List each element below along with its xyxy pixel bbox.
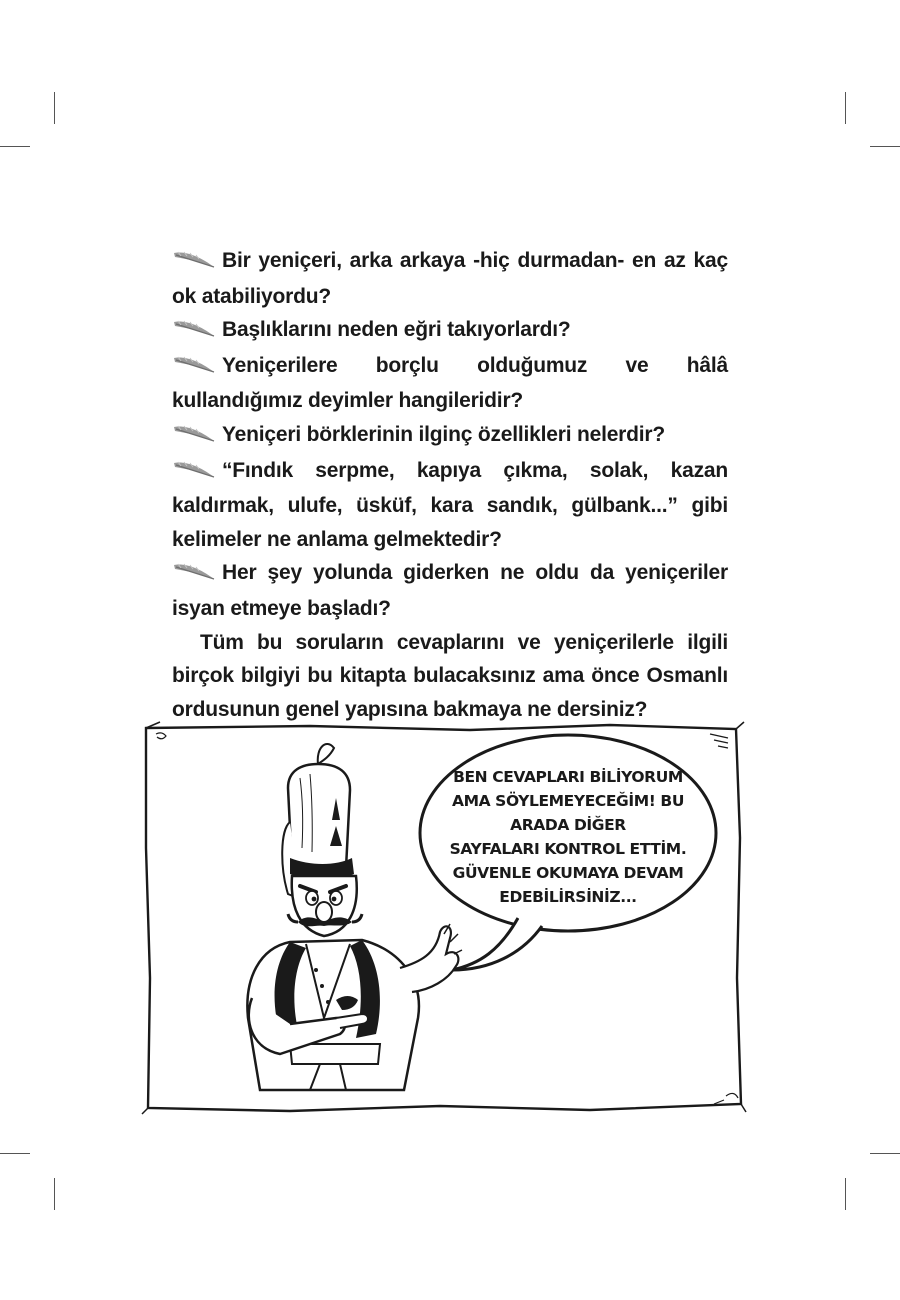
quill-icon — [172, 246, 216, 280]
speech-line: AMA SÖYLEMEYECEĞİM! BU — [451, 792, 685, 810]
question-item — [172, 244, 728, 313]
speech-line: ARADA DİĞER — [510, 816, 626, 834]
quill-icon — [172, 315, 216, 349]
question-text: “Fındık serpme, kapıya çıkma, solak, kazan kaldırmak, ulufe, üsküf, kara sandık, gülbank...” gibi kelimeler ne anlama gelmektedir? — [172, 458, 728, 551]
crop-mark — [845, 92, 846, 124]
quill-icon — [172, 456, 216, 490]
crop-mark — [845, 1178, 846, 1210]
question-text: Yeniçeri börklerinin ilginç özellikleri nelerdir? — [222, 422, 666, 446]
crop-mark — [0, 146, 30, 147]
speech-bubble-text — [440, 765, 696, 909]
speech-line: BEN CEVAPLARI BİLİYORUM — [453, 768, 683, 786]
question-item — [172, 556, 728, 625]
speech-line: GÜVENLE OKUMAYA DEVAM — [452, 864, 684, 882]
intro-paragraph: Tüm bu soruların cevaplarını ve yeniçerilerle ilgili birçok bilgiyi bu kitapta bulacaksınız ama önce Osmanlı ordusunun genel yapısına bakmaya ne dersiniz? — [172, 630, 728, 721]
cartoon-illustration — [140, 718, 748, 1118]
question-text: Bir yeniçeri, arka arkaya -hiç durmadan- en az kaç ok atabiliyordu? — [172, 249, 728, 308]
quill-icon — [172, 420, 216, 454]
speech-line: SAYFALARI KONTROL ETTİM. — [449, 840, 687, 858]
crop-mark — [870, 1153, 900, 1154]
question-item — [172, 454, 728, 557]
crop-mark — [54, 1178, 55, 1210]
quill-icon — [172, 351, 216, 385]
text-block — [172, 244, 728, 726]
question-text: Yeniçerilere borçlu olduğumuz ve hâlâ kullandığımız deyimler hangileridir? — [172, 353, 728, 413]
question-item — [172, 313, 728, 349]
quill-icon — [172, 558, 216, 592]
question-text: Başlıklarını neden eğri takıyorlardı? — [222, 318, 571, 342]
question-item — [172, 418, 728, 454]
crop-mark — [870, 146, 900, 147]
question-text: Her şey yolunda giderken ne oldu da yeniçeriler isyan etmeye başladı? — [172, 561, 728, 620]
crop-mark — [54, 92, 55, 124]
question-item — [172, 349, 728, 418]
crop-mark — [0, 1153, 30, 1154]
speech-line: EDEBİLİRSİNİZ... — [499, 888, 637, 906]
